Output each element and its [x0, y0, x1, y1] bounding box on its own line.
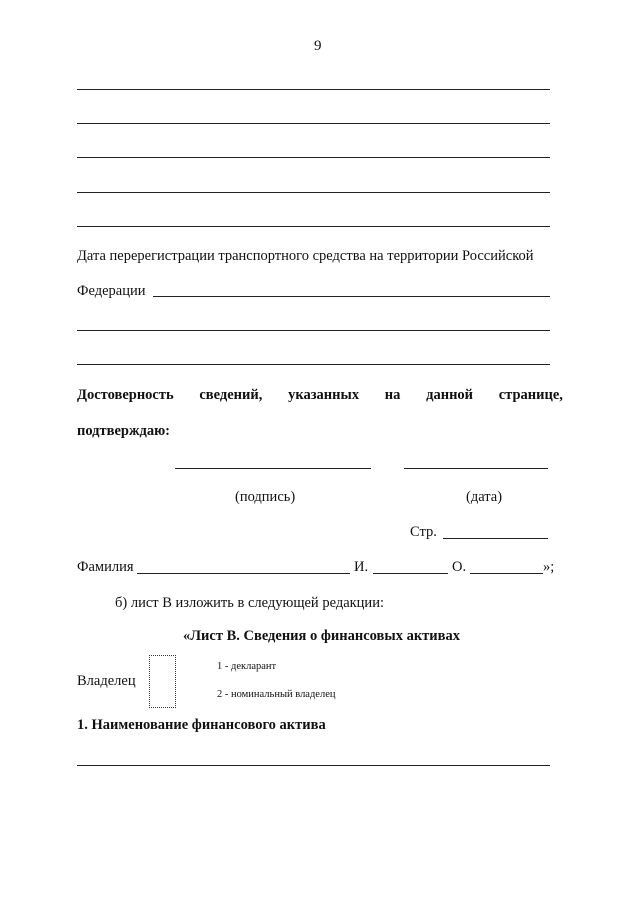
reregistration-date-field[interactable]: [153, 296, 550, 297]
confirmation-line2: подтверждаю:: [77, 423, 170, 439]
initial-o-label: О.: [452, 559, 467, 575]
sheet-title: «Лист В. Сведения о финансовых активах: [183, 628, 460, 644]
owner-code-box[interactable]: [149, 655, 176, 708]
confirmation-word: указанных: [288, 387, 360, 403]
blank-line-3[interactable]: [77, 157, 550, 158]
date-field[interactable]: [404, 468, 548, 469]
owner-option-2: 2 - номинальный владелец: [217, 689, 336, 700]
page-field[interactable]: [443, 538, 548, 539]
initial-i-label: И.: [354, 559, 369, 575]
signature-field[interactable]: [175, 468, 371, 469]
confirmation-line1: [77, 387, 563, 404]
instruction-text: б) лист В изложить в следующей редакции:: [115, 595, 384, 611]
blank-line-4[interactable]: [77, 192, 550, 193]
blank-line-6[interactable]: [77, 330, 550, 331]
reregistration-label-line1: Дата перерегистрации транспортного средства на территории Российской: [77, 248, 534, 264]
confirmation-word: Достоверность: [77, 387, 174, 403]
reregistration-label-line2: Федерации: [77, 283, 146, 299]
surname-field[interactable]: [137, 573, 350, 574]
initial-i-field[interactable]: [373, 573, 448, 574]
confirmation-word: странице,: [498, 387, 563, 403]
initial-o-field[interactable]: [470, 573, 543, 574]
blank-line-7[interactable]: [77, 364, 550, 365]
confirmation-word: сведений,: [199, 387, 263, 403]
closing-quote: »;: [543, 559, 555, 575]
owner-option-1: 1 - декларант: [217, 661, 277, 672]
section-1-title: 1. Наименование финансового актива: [77, 717, 326, 733]
surname-label: Фамилия: [77, 559, 134, 575]
confirmation-word: данной: [426, 387, 474, 403]
page-number: 9: [314, 38, 322, 54]
confirmation-word: на: [384, 387, 401, 403]
owner-label: Владелец: [77, 673, 136, 689]
signature-caption: (подпись): [235, 489, 296, 505]
blank-line-1[interactable]: [77, 89, 550, 90]
page-field-label: Стр.: [410, 524, 437, 540]
blank-line-2[interactable]: [77, 123, 550, 124]
blank-line-5[interactable]: [77, 226, 550, 227]
date-caption: (дата): [466, 489, 503, 505]
asset-name-field[interactable]: [77, 765, 550, 766]
